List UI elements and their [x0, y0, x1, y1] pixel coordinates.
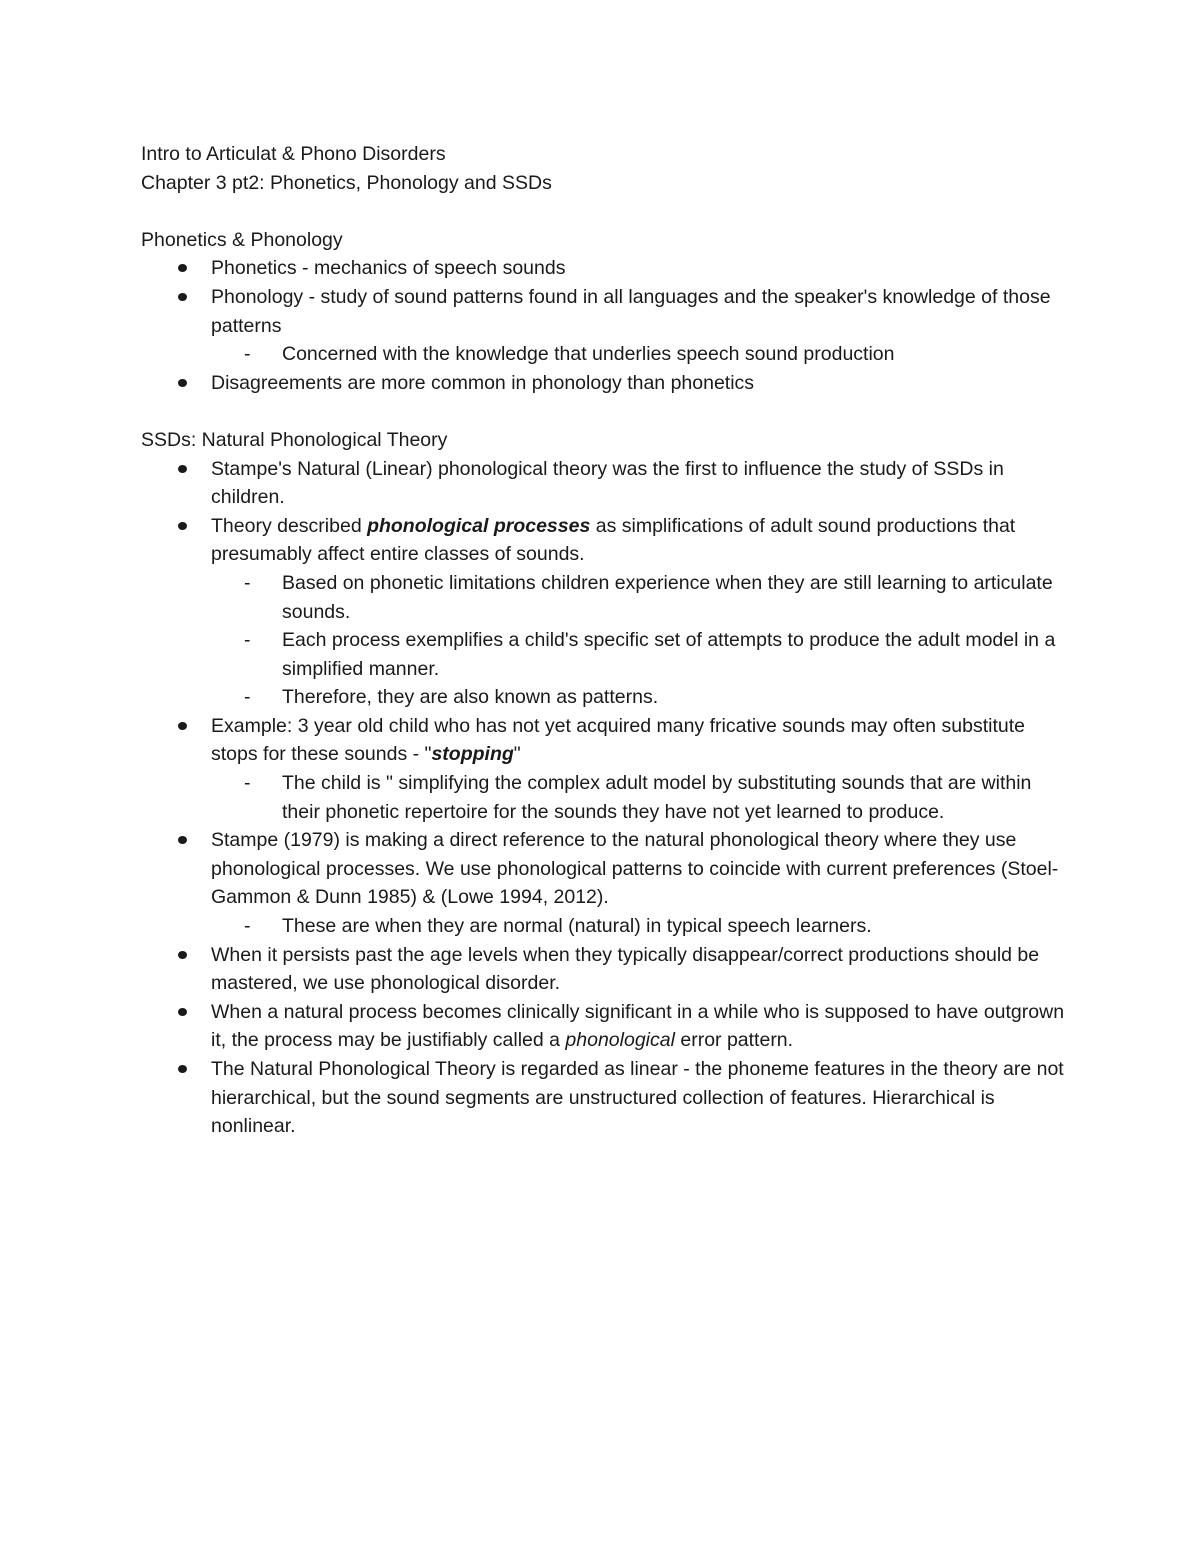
dash-icon: - [244, 772, 251, 795]
sub-list-item [211, 912, 1071, 941]
emphasis-phonological-processes: phonological processes [367, 514, 591, 537]
blank-line [141, 197, 1071, 226]
dash-icon: - [244, 686, 251, 709]
list-item [141, 998, 1071, 1055]
sub-list-item [211, 569, 1071, 626]
bullet-icon [178, 522, 187, 530]
dash-icon: - [244, 629, 251, 652]
section-heading-natural-phonological-theory: SSDs: Natural Phonological Theory [141, 428, 448, 451]
list-item-text: Stampe (1979) is making a direct reference to the natural phonological theory where they use phonological processes. We use phonological patterns to coincide with current preferences (Stoel-Gammon & Dunn 1985) & (Lowe 1994, 2012). [211, 829, 1059, 909]
bullet-icon [178, 293, 187, 301]
sub-list-item [211, 340, 1071, 369]
section-heading-phonetics-phonology: Phonetics & Phonology [141, 228, 343, 251]
bullet-icon [178, 836, 187, 844]
list-item-text: Disagreements are more common in phonology than phonetics [211, 371, 755, 394]
sub-list-item-text: Based on phonetic limitations children experience when they are still learning to articulate sounds. [282, 571, 1053, 623]
document-subtitle: Chapter 3 pt2: Phonetics, Phonology and SSDs [141, 171, 552, 194]
sub-list [211, 769, 1071, 826]
dash-icon: - [244, 915, 251, 938]
list-item-text-prefix: Theory described [211, 514, 368, 537]
emphasis-stopping: stopping [431, 743, 514, 766]
sub-list-item-text: The child is " simplifying the complex adult model by substituting sounds that are within their phonetic repertoire for the sounds they have not yet learned to produce. [282, 772, 1032, 823]
document-page [141, 140, 1071, 1141]
bullet-icon [178, 951, 187, 959]
emphasis-phonological: phonological [565, 1029, 675, 1052]
list-item [141, 369, 1071, 398]
sub-list-item-text: Concerned with the knowledge that underlies speech sound production [282, 343, 895, 366]
sub-list-item-text: Each process exemplifies a child's specific set of attempts to produce the adult model in a simplified manner. [282, 629, 1056, 680]
sub-list-item [211, 626, 1071, 683]
list-item-text: Phonetics - mechanics of speech sounds [211, 257, 566, 280]
bullet-icon [178, 379, 187, 387]
sub-list-item-text: These are when they are normal (natural) in typical speech learners. [282, 915, 872, 938]
bullet-icon [178, 1065, 187, 1073]
bullet-icon [178, 722, 187, 730]
list-item-text-suffix: error pattern. [674, 1029, 794, 1052]
bullet-icon [178, 264, 187, 272]
dash-icon: - [244, 343, 251, 366]
sub-list [211, 569, 1071, 712]
list-item-text-suffix: as simplifications of adult sound productions that presumably affect entire classes of sounds. [211, 514, 1016, 566]
list-item [141, 254, 1071, 283]
list-item-text-suffix: " [513, 743, 521, 766]
list-item [141, 1055, 1071, 1141]
list-item [141, 712, 1071, 826]
list-item-text: Stampe's Natural (Linear) phonological theory was the first to influence the study of SSDs in children. [211, 457, 1004, 509]
sub-list-item [211, 683, 1071, 712]
bullet-icon [178, 1008, 187, 1016]
list-item-text-prefix: When a natural process becomes clinically significant in a while who is supposed to have outgrown it, the process may be justifiably called a [211, 1000, 1065, 1052]
list-item-text: When it persists past the age levels when they typically disappear/correct productions should be mastered, we use phonological disorder. [211, 943, 1040, 995]
sub-list [211, 340, 1071, 369]
list-item [141, 941, 1071, 998]
list-item [141, 283, 1071, 369]
list-item [141, 512, 1071, 712]
document-title: Intro to Articulat & Phono Disorders [141, 143, 446, 165]
bullet-list-phonetics [141, 254, 1071, 397]
bullet-icon [178, 465, 187, 473]
blank-line [141, 397, 1071, 426]
list-item [141, 455, 1071, 512]
sub-list [211, 912, 1071, 941]
dash-icon: - [244, 571, 251, 594]
list-item-text: Phonology - study of sound patterns found in all languages and the speaker's knowledge of those patterns [211, 285, 1051, 337]
bullet-list-ssds [141, 455, 1071, 1141]
list-item [141, 826, 1071, 940]
sub-list-item-text: Therefore, they are also known as patterns. [282, 686, 659, 709]
sub-list-item [211, 769, 1071, 826]
list-item-text: The Natural Phonological Theory is regarded as linear - the phoneme features in the theory are not hierarchical, but the sound segments are unstructured collection of features. Hierarchical is nonlinear. [211, 1058, 1064, 1138]
list-item-text-prefix: Example: 3 year old child who has not yet acquired many fricative sounds may often substitute stops for these sounds - " [211, 714, 1026, 766]
